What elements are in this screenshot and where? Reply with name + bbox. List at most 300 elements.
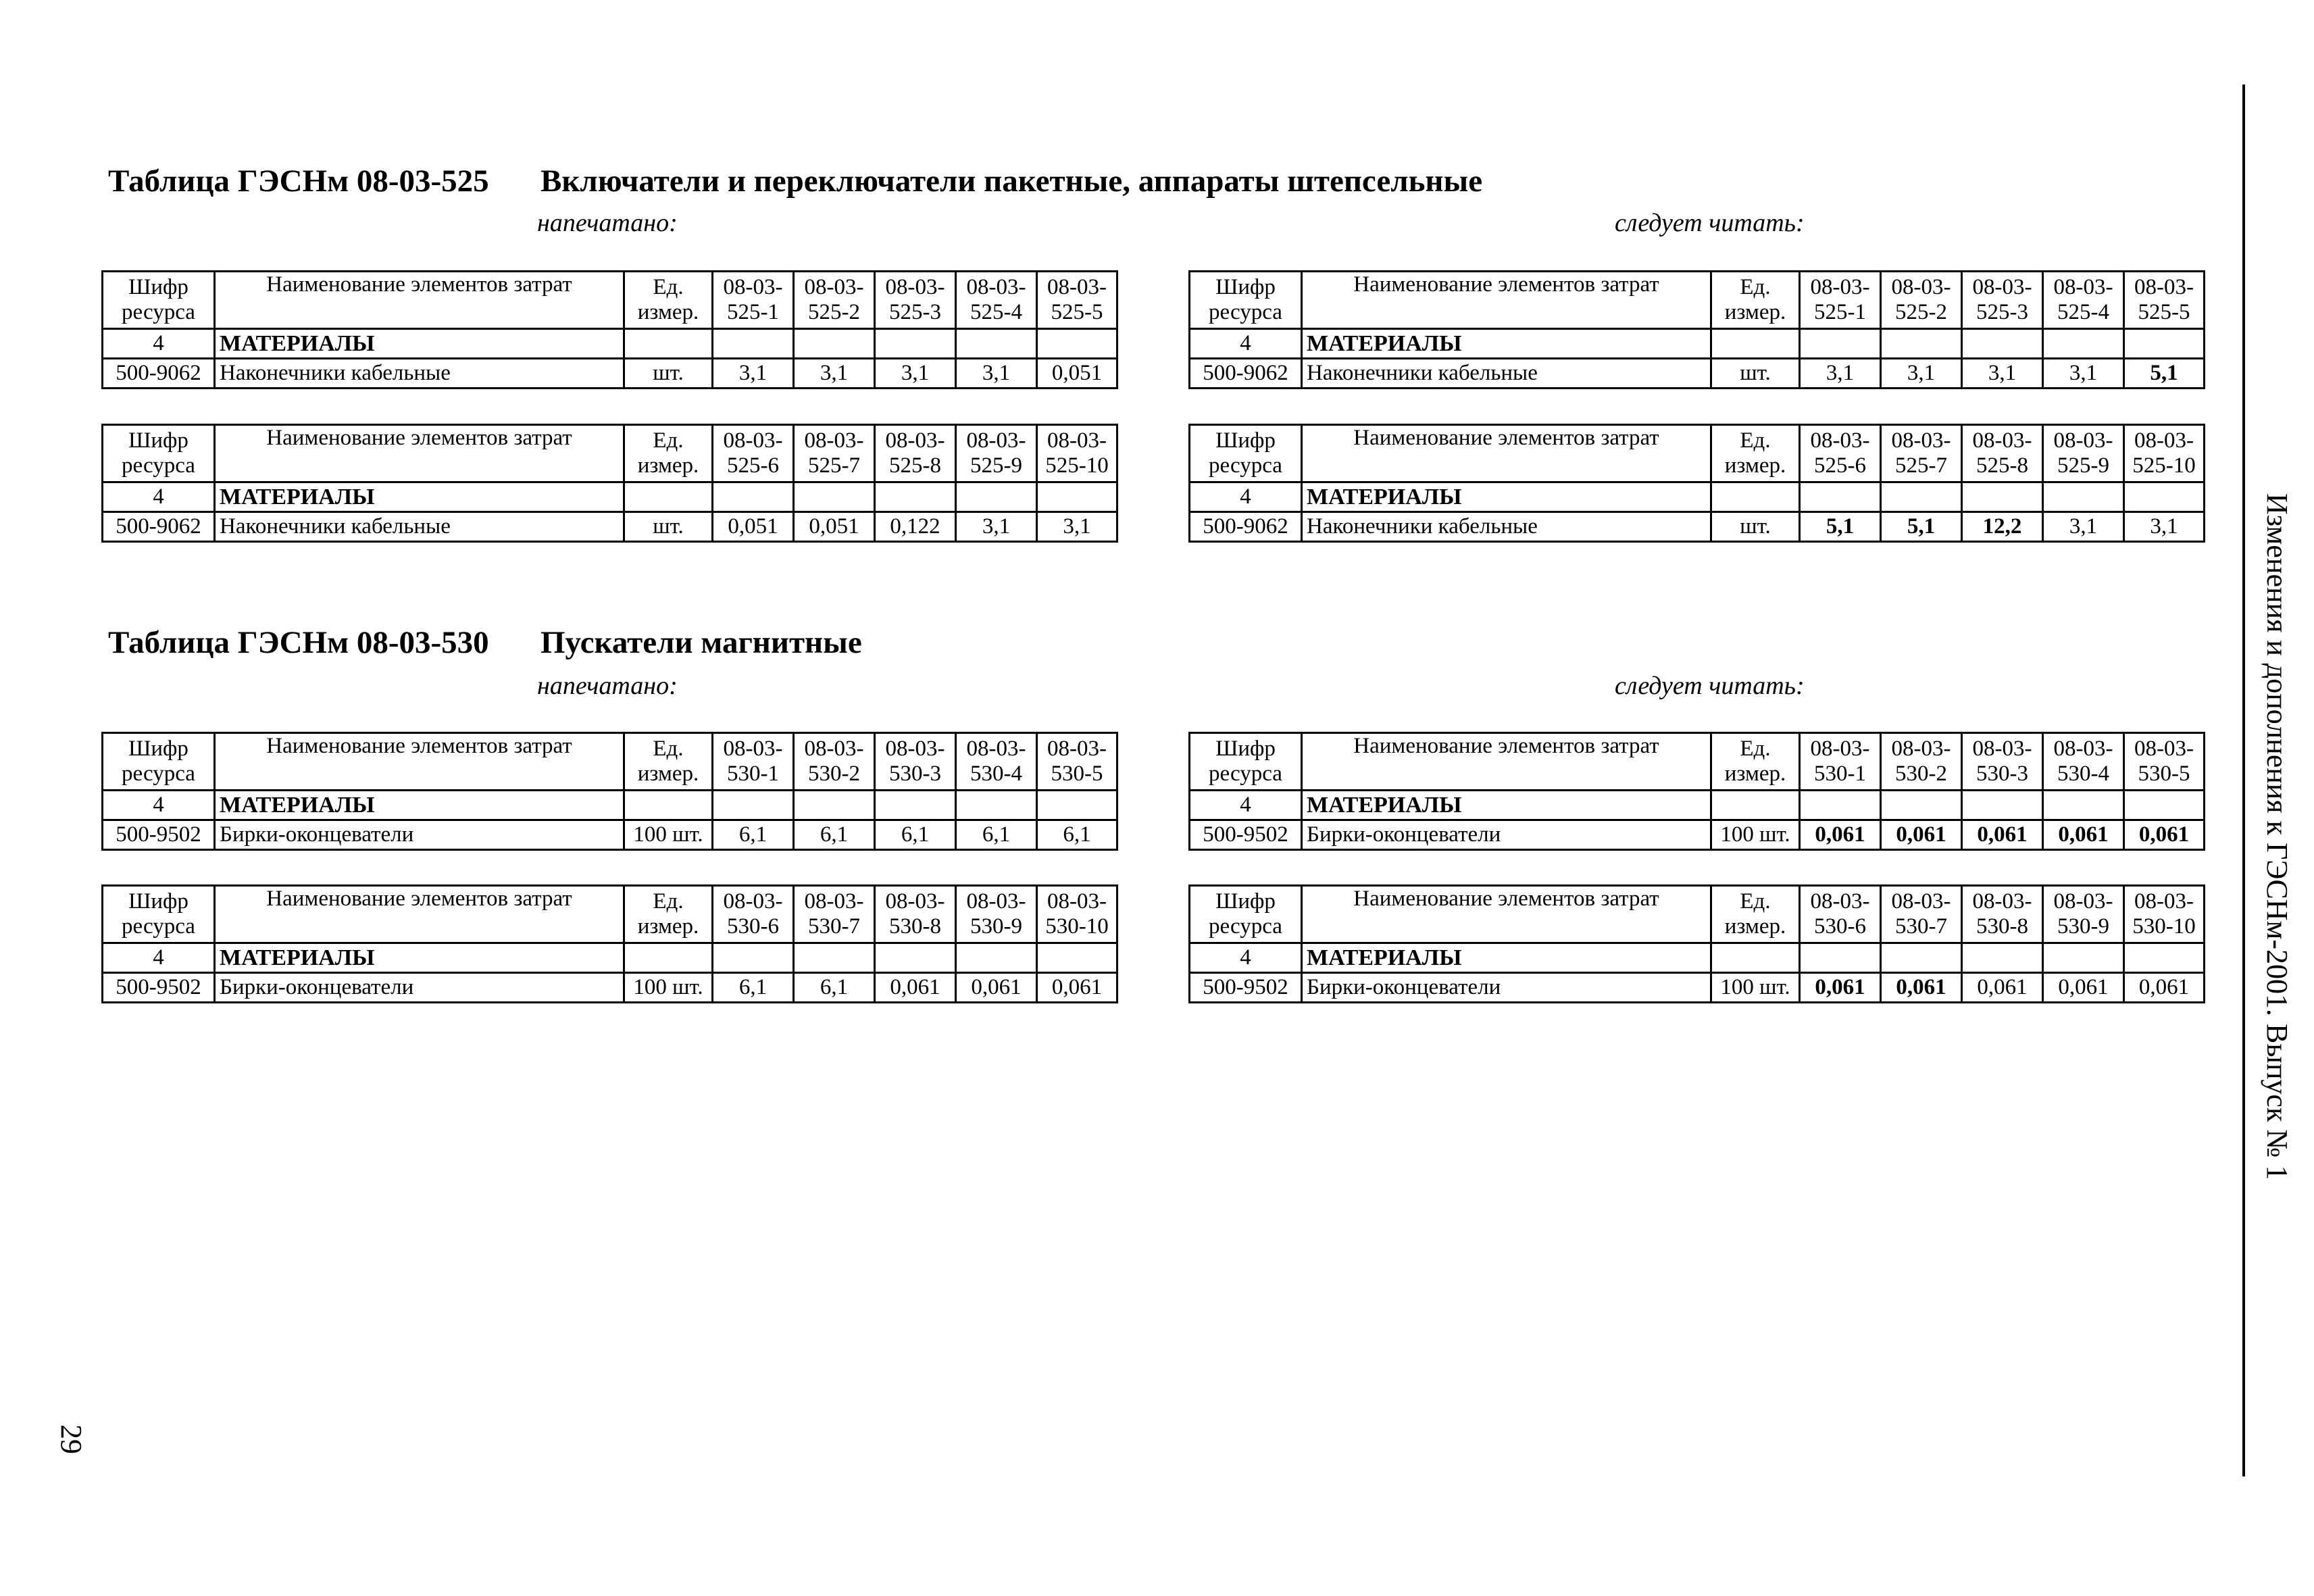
item-name: Бирки-оконцеватели xyxy=(215,973,624,1003)
header-code-line-1: 08-03- xyxy=(2134,275,2194,299)
item-value: 0,061 xyxy=(2124,973,2205,1003)
header-code-line-2: 530-6 xyxy=(727,914,779,939)
header-code-line-1: 08-03- xyxy=(966,737,1026,761)
header-name: Наименование элементов затрат xyxy=(215,733,624,791)
header-unit xyxy=(1711,886,1800,943)
materials-empty xyxy=(2124,482,2205,512)
header-unit-line-1: Ед. xyxy=(653,737,684,761)
header-code xyxy=(1037,272,1117,329)
cost-table-printed xyxy=(101,732,1118,851)
header-unit-line-1: Ед. xyxy=(1740,275,1771,299)
header-code-line-2: 525-6 xyxy=(1814,453,1866,478)
section-2-code: Таблица ГЭСНм 08-03-530 xyxy=(108,625,489,660)
header-code xyxy=(713,425,794,482)
header-unit-line-1: Ед. xyxy=(653,275,684,299)
page-number: 29 xyxy=(55,1424,88,1454)
header-unit-line-2: измер. xyxy=(637,453,699,478)
section-1-code: Таблица ГЭСНм 08-03-525 xyxy=(108,164,489,199)
header-unit xyxy=(1711,425,1800,482)
materials-row xyxy=(1190,482,2205,512)
header-unit-line-2: измер. xyxy=(1724,300,1786,324)
header-code xyxy=(1881,733,1962,791)
item-value: 5,1 xyxy=(1800,512,1881,542)
header-code xyxy=(2124,272,2205,329)
item-value: 0,061 xyxy=(1800,973,1881,1003)
cost-table-printed xyxy=(101,884,1118,1003)
header-unit-line-2: измер. xyxy=(1724,453,1786,478)
item-name: Наконечники кабельные xyxy=(215,359,624,389)
header-code-line-2: 525-2 xyxy=(808,300,860,324)
header-row xyxy=(103,886,1117,943)
header-code-line-2: 530-5 xyxy=(2138,762,2190,786)
header-code-line-2: 530-10 xyxy=(2132,914,2196,939)
item-row xyxy=(1190,512,2205,542)
item-unit: шт. xyxy=(1711,512,1800,542)
cost-table-printed xyxy=(101,270,1118,389)
materials-empty xyxy=(713,329,794,359)
header-row xyxy=(103,733,1117,791)
header-cipher-line-2: ресурса xyxy=(1209,453,1282,478)
item-value: 0,051 xyxy=(1037,359,1117,389)
header-unit-line-2: измер. xyxy=(1724,914,1786,939)
item-value: 3,1 xyxy=(1800,359,1881,389)
header-cipher xyxy=(1190,886,1302,943)
header-name: Наименование элементов затрат xyxy=(1302,733,1711,791)
header-code xyxy=(1881,425,1962,482)
section-1-corrected-caption: следует читать: xyxy=(1615,209,1805,237)
materials-cipher: 4 xyxy=(103,791,215,820)
header-code-line-2: 530-8 xyxy=(889,914,941,939)
cost-table-corrected xyxy=(1188,884,2205,1003)
section-2-name: Пускатели магнитные xyxy=(540,625,862,660)
materials-cipher: 4 xyxy=(1190,791,1302,820)
materials-empty xyxy=(2043,791,2124,820)
header-code-line-2: 530-1 xyxy=(727,762,779,786)
materials-empty xyxy=(794,791,875,820)
header-code xyxy=(794,733,875,791)
header-code-line-1: 08-03- xyxy=(2134,737,2194,761)
item-value: 5,1 xyxy=(2124,359,2205,389)
header-code xyxy=(713,272,794,329)
header-code xyxy=(2043,425,2124,482)
item-value: 3,1 xyxy=(2043,359,2124,389)
header-unit-line-1: Ед. xyxy=(1740,889,1771,914)
materials-empty xyxy=(1037,791,1117,820)
materials-empty xyxy=(1881,329,1962,359)
header-code-line-1: 08-03- xyxy=(1972,428,2032,453)
header-unit-line-2: измер. xyxy=(1724,762,1786,786)
header-code-line-1: 08-03- xyxy=(885,428,945,453)
header-code-line-1: 08-03- xyxy=(2134,428,2194,453)
item-value: 3,1 xyxy=(2124,512,2205,542)
header-code-line-1: 08-03- xyxy=(723,889,783,914)
header-unit xyxy=(624,425,713,482)
header-cipher xyxy=(103,886,215,943)
item-value: 0,061 xyxy=(1800,820,1881,850)
materials-cipher: 4 xyxy=(1190,482,1302,512)
cost-table-corrected xyxy=(1188,424,2205,543)
header-code-line-2: 525-8 xyxy=(889,453,941,478)
item-cipher: 500-9062 xyxy=(103,359,215,389)
header-row xyxy=(103,425,1117,482)
item-value: 12,2 xyxy=(1962,512,2043,542)
header-unit-line-1: Ед. xyxy=(1740,428,1771,453)
materials-empty xyxy=(713,943,794,973)
header-code-line-2: 530-7 xyxy=(1895,914,1947,939)
header-code xyxy=(875,733,956,791)
materials-unit xyxy=(1711,791,1800,820)
item-value: 0,061 xyxy=(1037,973,1117,1003)
item-cipher: 500-9062 xyxy=(1190,359,1302,389)
header-code xyxy=(1037,425,1117,482)
header-cipher-line-1: Шифр xyxy=(128,737,188,761)
header-code-line-1: 08-03- xyxy=(966,275,1026,299)
materials-empty xyxy=(713,482,794,512)
header-code-line-1: 08-03- xyxy=(804,737,864,761)
header-code xyxy=(1037,733,1117,791)
header-code xyxy=(1962,733,2043,791)
header-code xyxy=(794,425,875,482)
materials-row xyxy=(1190,329,2205,359)
materials-empty xyxy=(1881,791,1962,820)
cost-table-printed xyxy=(101,424,1118,543)
header-code xyxy=(956,425,1037,482)
header-unit-line-2: измер. xyxy=(637,762,699,786)
materials-empty xyxy=(2124,791,2205,820)
header-code xyxy=(1881,272,1962,329)
item-row xyxy=(103,820,1117,850)
item-value: 3,1 xyxy=(713,359,794,389)
header-code xyxy=(2043,733,2124,791)
materials-label: МАТЕРИАЛЫ xyxy=(215,482,624,512)
header-code xyxy=(956,886,1037,943)
header-code-line-2: 525-9 xyxy=(970,453,1022,478)
item-value: 0,061 xyxy=(1881,820,1962,850)
header-cipher-line-1: Шифр xyxy=(1215,275,1276,299)
header-code-line-1: 08-03- xyxy=(1891,737,1951,761)
header-code-line-2: 530-3 xyxy=(889,762,941,786)
header-code-line-2: 530-6 xyxy=(1814,914,1866,939)
materials-label: МАТЕРИАЛЫ xyxy=(215,943,624,973)
header-code-line-1: 08-03- xyxy=(1972,737,2032,761)
header-code xyxy=(2124,733,2205,791)
header-cipher-line-1: Шифр xyxy=(128,275,188,299)
header-cipher-line-2: ресурса xyxy=(1209,762,1282,786)
header-name: Наименование элементов затрат xyxy=(1302,272,1711,329)
item-cipher: 500-9502 xyxy=(103,973,215,1003)
header-unit xyxy=(1711,272,1800,329)
header-cipher-line-1: Шифр xyxy=(128,428,188,453)
header-cipher-line-2: ресурса xyxy=(1209,300,1282,324)
header-cipher-line-1: Шифр xyxy=(1215,737,1276,761)
item-cipher: 500-9502 xyxy=(1190,973,1302,1003)
cost-table-corrected xyxy=(1188,270,2205,389)
header-code-line-1: 08-03- xyxy=(1891,275,1951,299)
materials-empty xyxy=(956,329,1037,359)
item-row xyxy=(103,973,1117,1003)
header-code-line-1: 08-03- xyxy=(2053,428,2113,453)
header-name: Наименование элементов затрат xyxy=(215,272,624,329)
item-row xyxy=(1190,973,2205,1003)
header-code-line-1: 08-03- xyxy=(2134,889,2194,914)
materials-unit xyxy=(1711,482,1800,512)
header-unit xyxy=(624,272,713,329)
header-code-line-2: 525-5 xyxy=(1051,300,1103,324)
materials-empty xyxy=(1962,791,2043,820)
materials-unit xyxy=(624,329,713,359)
materials-unit xyxy=(1711,329,1800,359)
header-code-line-2: 530-3 xyxy=(1976,762,2028,786)
materials-label: МАТЕРИАЛЫ xyxy=(215,791,624,820)
header-code-line-2: 530-1 xyxy=(1814,762,1866,786)
materials-empty xyxy=(713,791,794,820)
header-cipher xyxy=(1190,425,1302,482)
header-row xyxy=(1190,425,2205,482)
materials-row xyxy=(103,329,1117,359)
header-cipher xyxy=(1190,272,1302,329)
header-code-line-2: 530-2 xyxy=(808,762,860,786)
header-code xyxy=(956,733,1037,791)
materials-empty xyxy=(1037,482,1117,512)
item-value: 0,061 xyxy=(875,973,956,1003)
section-1-printed-caption: напечатано: xyxy=(537,209,678,237)
materials-empty xyxy=(1800,943,1881,973)
materials-unit xyxy=(1711,943,1800,973)
materials-empty xyxy=(1800,791,1881,820)
materials-empty xyxy=(1881,482,1962,512)
header-code-line-1: 08-03- xyxy=(885,275,945,299)
header-code-line-2: 525-3 xyxy=(889,300,941,324)
header-code-line-1: 08-03- xyxy=(1810,737,1870,761)
header-code-line-1: 08-03- xyxy=(966,889,1026,914)
item-row xyxy=(1190,359,2205,389)
materials-empty xyxy=(2124,329,2205,359)
item-value: 3,1 xyxy=(875,359,956,389)
header-cipher xyxy=(1190,733,1302,791)
materials-empty xyxy=(1037,943,1117,973)
header-unit xyxy=(1711,733,1800,791)
materials-unit xyxy=(624,482,713,512)
item-name: Бирки-оконцеватели xyxy=(1302,820,1711,850)
item-value: 0,061 xyxy=(2043,820,2124,850)
header-code xyxy=(1800,733,1881,791)
header-unit-line-1: Ед. xyxy=(653,428,684,453)
header-unit-line-1: Ед. xyxy=(653,889,684,914)
header-code xyxy=(1800,272,1881,329)
item-value: 3,1 xyxy=(956,512,1037,542)
materials-label: МАТЕРИАЛЫ xyxy=(1302,482,1711,512)
materials-empty xyxy=(875,482,956,512)
item-value: 6,1 xyxy=(794,973,875,1003)
header-code xyxy=(956,272,1037,329)
item-row xyxy=(103,359,1117,389)
header-code-line-1: 08-03- xyxy=(1047,428,1107,453)
header-code-line-1: 08-03- xyxy=(1810,428,1870,453)
header-unit xyxy=(624,886,713,943)
item-value: 3,1 xyxy=(956,359,1037,389)
materials-empty xyxy=(1962,482,2043,512)
item-value: 6,1 xyxy=(713,820,794,850)
header-code-line-2: 530-9 xyxy=(2057,914,2109,939)
header-code-line-2: 525-4 xyxy=(2057,300,2109,324)
header-unit xyxy=(624,733,713,791)
item-value: 3,1 xyxy=(2043,512,2124,542)
header-code xyxy=(2124,886,2205,943)
section-2-corrected-caption: следует читать: xyxy=(1615,672,1805,700)
header-code xyxy=(2124,425,2205,482)
materials-label: МАТЕРИАЛЫ xyxy=(1302,329,1711,359)
header-code-line-2: 525-7 xyxy=(1895,453,1947,478)
item-name: Бирки-оконцеватели xyxy=(215,820,624,850)
header-unit-line-2: измер. xyxy=(637,300,699,324)
materials-empty xyxy=(794,482,875,512)
materials-empty xyxy=(2124,943,2205,973)
section-2-title xyxy=(108,619,862,666)
materials-empty xyxy=(1962,329,2043,359)
header-code-line-1: 08-03- xyxy=(723,737,783,761)
header-code-line-2: 525-2 xyxy=(1895,300,1947,324)
header-code-line-1: 08-03- xyxy=(966,428,1026,453)
item-name: Бирки-оконцеватели xyxy=(1302,973,1711,1003)
materials-empty xyxy=(794,329,875,359)
header-code xyxy=(875,886,956,943)
header-code-line-1: 08-03- xyxy=(1047,737,1107,761)
header-cipher xyxy=(103,733,215,791)
header-cipher-line-2: ресурса xyxy=(122,762,195,786)
materials-empty xyxy=(956,943,1037,973)
header-cipher-line-2: ресурса xyxy=(122,453,195,478)
header-code xyxy=(875,272,956,329)
item-value: 0,122 xyxy=(875,512,956,542)
header-code-line-1: 08-03- xyxy=(1047,275,1107,299)
header-cipher-line-1: Шифр xyxy=(1215,428,1276,453)
materials-empty xyxy=(2043,482,2124,512)
item-value: 0,051 xyxy=(794,512,875,542)
materials-cipher: 4 xyxy=(1190,943,1302,973)
item-value: 6,1 xyxy=(875,820,956,850)
header-code-line-1: 08-03- xyxy=(1891,889,1951,914)
item-unit: шт. xyxy=(624,512,713,542)
header-code xyxy=(1800,886,1881,943)
header-cipher xyxy=(103,272,215,329)
header-code-line-1: 08-03- xyxy=(1891,428,1951,453)
header-unit-line-2: измер. xyxy=(637,914,699,939)
header-row xyxy=(1190,733,2205,791)
header-code-line-1: 08-03- xyxy=(2053,737,2113,761)
header-code xyxy=(1881,886,1962,943)
item-unit: 100 шт. xyxy=(1711,973,1800,1003)
header-code-line-1: 08-03- xyxy=(804,275,864,299)
header-code-line-2: 525-1 xyxy=(727,300,779,324)
header-row xyxy=(1190,886,2205,943)
materials-empty xyxy=(1962,943,2043,973)
header-row xyxy=(103,272,1117,329)
header-name: Наименование элементов затрат xyxy=(1302,886,1711,943)
header-name: Наименование элементов затрат xyxy=(215,886,624,943)
header-code-line-2: 530-9 xyxy=(970,914,1022,939)
header-code xyxy=(2043,272,2124,329)
header-code-line-2: 530-4 xyxy=(2057,762,2109,786)
materials-empty xyxy=(1881,943,1962,973)
header-code-line-1: 08-03- xyxy=(1810,275,1870,299)
item-value: 3,1 xyxy=(1962,359,2043,389)
header-code-line-1: 08-03- xyxy=(1047,889,1107,914)
item-value: 0,061 xyxy=(1962,820,2043,850)
section-1-name: Включатели и переключатели пакетные, аппараты штепсельные xyxy=(540,164,1483,199)
item-cipher: 500-9062 xyxy=(103,512,215,542)
materials-cipher: 4 xyxy=(1190,329,1302,359)
header-code-line-2: 525-9 xyxy=(2057,453,2109,478)
header-code-line-1: 08-03- xyxy=(885,737,945,761)
header-code xyxy=(713,733,794,791)
header-code-line-1: 08-03- xyxy=(804,428,864,453)
header-unit-line-1: Ед. xyxy=(1740,737,1771,761)
header-code xyxy=(1962,886,2043,943)
materials-label: МАТЕРИАЛЫ xyxy=(1302,943,1711,973)
materials-row xyxy=(1190,791,2205,820)
materials-label: МАТЕРИАЛЫ xyxy=(215,329,624,359)
header-code-line-2: 525-3 xyxy=(1976,300,2028,324)
header-code-line-2: 525-10 xyxy=(1045,453,1109,478)
materials-empty xyxy=(1800,329,1881,359)
header-code-line-1: 08-03- xyxy=(723,275,783,299)
header-code xyxy=(794,886,875,943)
materials-empty xyxy=(956,791,1037,820)
materials-empty xyxy=(794,943,875,973)
item-unit: 100 шт. xyxy=(624,973,713,1003)
materials-row xyxy=(103,943,1117,973)
header-cipher-line-2: ресурса xyxy=(1209,914,1282,939)
header-code xyxy=(794,272,875,329)
header-code-line-1: 08-03- xyxy=(1972,889,2032,914)
header-cipher-line-2: ресурса xyxy=(122,914,195,939)
item-value: 5,1 xyxy=(1881,512,1962,542)
materials-cipher: 4 xyxy=(103,329,215,359)
header-code-line-2: 525-10 xyxy=(2132,453,2196,478)
materials-unit xyxy=(624,943,713,973)
item-value: 6,1 xyxy=(1037,820,1117,850)
item-name: Наконечники кабельные xyxy=(1302,512,1711,542)
header-code-line-2: 525-1 xyxy=(1814,300,1866,324)
materials-row xyxy=(1190,943,2205,973)
side-rule xyxy=(2242,84,2245,1476)
item-value: 3,1 xyxy=(1881,359,1962,389)
header-row xyxy=(1190,272,2205,329)
materials-empty xyxy=(2043,329,2124,359)
materials-cipher: 4 xyxy=(103,482,215,512)
header-code-line-2: 525-4 xyxy=(970,300,1022,324)
header-code xyxy=(875,425,956,482)
item-name: Наконечники кабельные xyxy=(1302,359,1711,389)
header-code-line-2: 525-8 xyxy=(1976,453,2028,478)
section-1-title xyxy=(108,157,1482,205)
item-unit: шт. xyxy=(1711,359,1800,389)
header-code-line-2: 530-7 xyxy=(808,914,860,939)
header-code-line-2: 530-8 xyxy=(1976,914,2028,939)
materials-cipher: 4 xyxy=(103,943,215,973)
item-unit: 100 шт. xyxy=(1711,820,1800,850)
materials-row xyxy=(103,482,1117,512)
item-row xyxy=(103,512,1117,542)
item-row xyxy=(1190,820,2205,850)
item-name: Наконечники кабельные xyxy=(215,512,624,542)
item-cipher: 500-9502 xyxy=(103,820,215,850)
item-value: 0,051 xyxy=(713,512,794,542)
item-value: 0,061 xyxy=(2043,973,2124,1003)
cost-table-corrected xyxy=(1188,732,2205,851)
item-unit: шт. xyxy=(624,359,713,389)
header-code-line-1: 08-03- xyxy=(1810,889,1870,914)
